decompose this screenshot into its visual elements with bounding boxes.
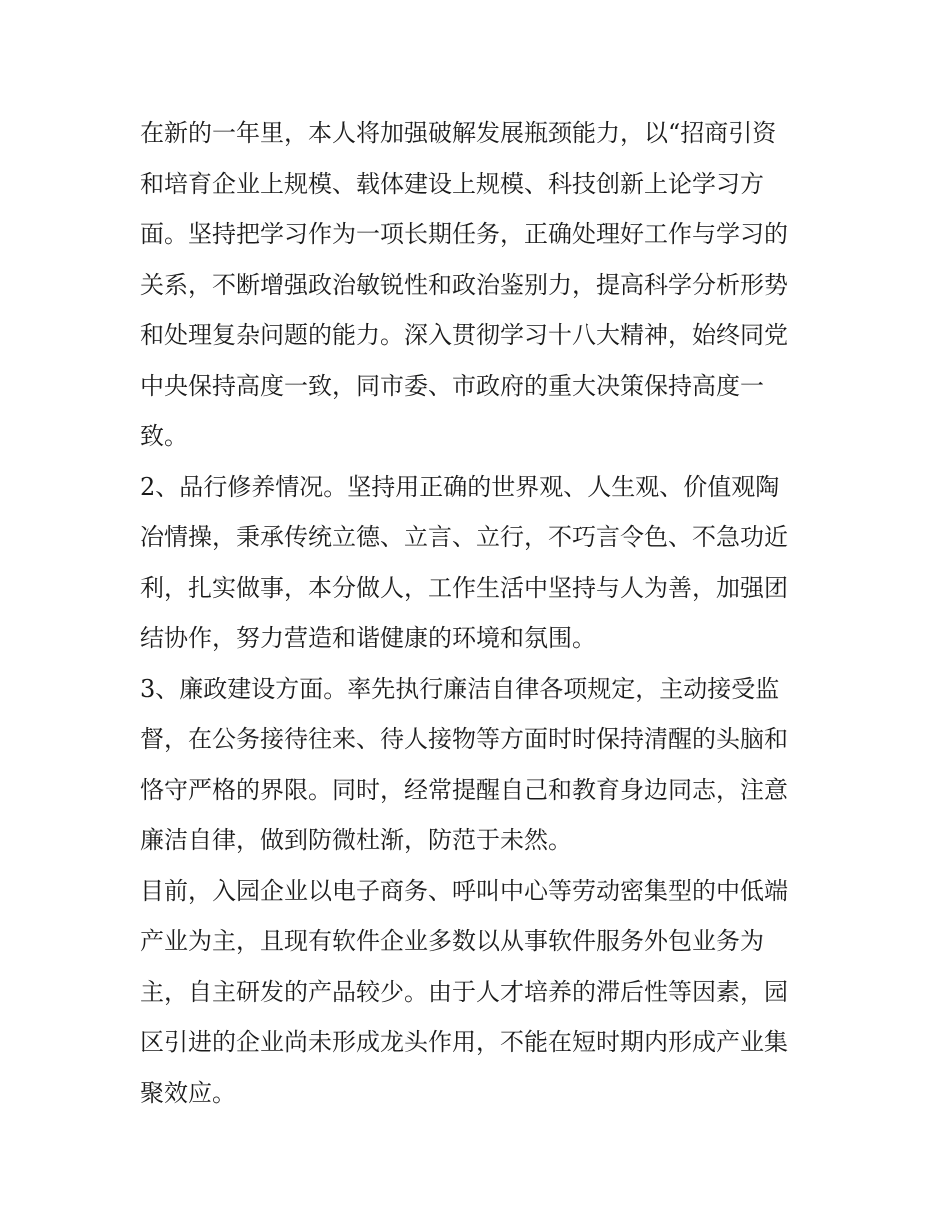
text-line: 关系，不断增强政治敏锐性和政治鉴别力，提高科学分析形势 [140, 270, 788, 299]
text-line: 廉洁自律，做到防微杜渐，防范于未然。 [140, 826, 572, 854]
text-line: 致。 [140, 422, 188, 450]
text-line: 产业为主，且现有软件企业多数以从事软件服务外包业务为 [140, 927, 764, 955]
text-line: 冶情操，秉承传统立德、立言、立行，不巧言令色、不急功近 [140, 523, 788, 551]
text-line: 和处理复杂问题的能力。深入贯彻学习十八大精神，始终同党 [140, 321, 788, 349]
text-line: 结协作，努力营造和谐健康的环境和氛围。 [140, 624, 596, 652]
text-line: 3、廉政建设方面。率先执行廉洁自律各项规定，主动接受监 [140, 674, 780, 703]
text-line: 恪守严格的界限。同时，经常提醒自己和教育身边同志，注意 [140, 775, 788, 804]
text-line: 主，自主研发的产品较少。由于人才培养的滞后性等因素，园 [140, 977, 788, 1006]
text-line: 和培育企业上规模、载体建设上规模、科技创新上论学习方 [140, 169, 764, 198]
text-line: 区引进的企业尚未形成龙头作用，不能在短时期内形成产业集 [140, 1028, 788, 1056]
text-line: 2、品行修养情况。坚持用正确的世界观、人生观、价值观陶 [140, 472, 780, 501]
document-body [140, 108, 820, 1118]
text-line: 督，在公务接待往来、待人接物等方面时时保持清醒的头脑和 [140, 725, 788, 753]
text-line: 利，扎实做事，本分做人，工作生活中坚持与人为善，加强团 [140, 573, 788, 602]
text-line: 面。坚持把学习作为一项长期任务，正确处理好工作与学习的 [140, 220, 788, 248]
text-line: 目前，入园企业以电子商务、呼叫中心等劳动密集型的中低端 [140, 876, 788, 905]
text-line: 中央保持高度一致，同市委、市政府的重大决策保持高度一 [140, 371, 764, 400]
text-line: 聚效应。 [140, 1078, 236, 1107]
text-line: 在新的一年里，本人将加强破解发展瓶颈能力，以“招商引资 [140, 119, 777, 147]
